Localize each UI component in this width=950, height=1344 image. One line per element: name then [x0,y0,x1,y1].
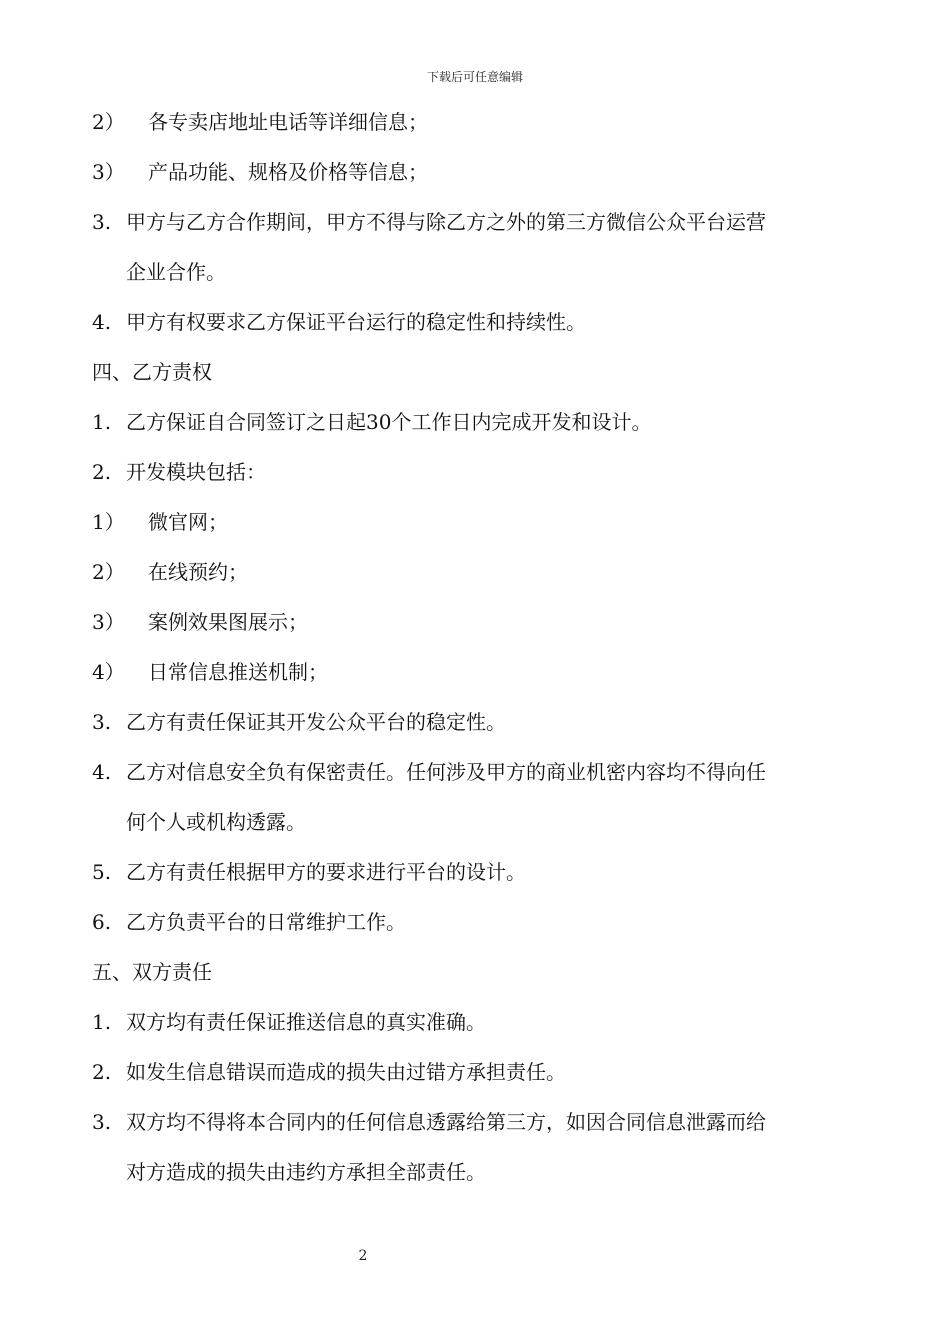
list-item [92,910,406,934]
item-text: 企业合作。 [126,260,226,284]
item-text: 甲方与乙方合作期间，甲方不得与除乙方之外的第三方微信公众平台运营 [126,210,766,234]
item-text: 双方均有责任保证推送信息的真实准确。 [126,1010,486,1034]
item-text: 对方造成的损失由违约方承担全部责任。 [126,1160,486,1184]
item-text: 微官网； [148,510,228,534]
list-item [92,560,248,584]
item-number: 2. [92,1060,112,1084]
list-item [92,110,428,134]
item-text: 各专卖店地址电话等详细信息； [148,110,428,134]
list-item [92,1060,566,1084]
list-item-continuation [126,260,226,284]
page-number: 2 [358,1248,368,1264]
item-text: 乙方有责任根据甲方的要求进行平台的设计。 [126,860,526,884]
list-item-continuation [126,1160,486,1184]
section-heading-text: 五、双方责任 [92,960,212,984]
item-number: 3. [92,1110,112,1134]
item-text: 乙方负责平台的日常维护工作。 [126,910,406,934]
item-number: 3） [92,160,125,184]
item-text: 乙方保证自合同签订之日起30个工作日内完成开发和设计。 [126,410,652,434]
item-text: 乙方对信息安全负有保密责任。任何涉及甲方的商业机密内容均不得向任 [126,760,766,784]
item-number: 3. [92,710,112,734]
item-number: 1. [92,410,112,434]
item-text: 乙方有责任保证其开发公众平台的稳定性。 [126,710,506,734]
item-text: 甲方有权要求乙方保证平台运行的稳定性和持续性。 [126,310,586,334]
item-text: 双方均不得将本合同内的任何信息透露给第三方，如因合同信息泄露而给 [126,1110,766,1134]
item-number: 3. [92,210,112,234]
item-text: 如发生信息错误而造成的损失由过错方承担责任。 [126,1060,566,1084]
list-item [92,1010,486,1034]
section-heading [92,960,212,984]
list-item [92,210,766,234]
list-item [92,410,651,434]
list-item [92,510,228,534]
item-number: 2） [92,560,125,584]
item-number: 3） [92,610,125,634]
item-text: 何个人或机构透露。 [126,810,306,834]
list-item-continuation [126,810,306,834]
item-number: 2） [92,110,125,134]
list-item [92,310,586,334]
page-header: 下载后可任意编辑 [426,70,523,84]
item-number: 4. [92,760,112,784]
list-item [92,710,506,734]
item-number: 4） [92,660,125,684]
item-number: 6. [92,910,112,934]
item-text: 在线预约； [148,560,248,584]
list-item [92,1110,766,1134]
list-item [92,610,308,634]
list-item [92,760,766,784]
item-text: 开发模块包括： [126,460,266,484]
list-item [92,460,266,484]
item-number: 1. [92,1010,112,1034]
list-item [92,660,328,684]
list-item [92,160,428,184]
item-number: 4. [92,310,112,334]
item-text: 案例效果图展示； [148,610,308,634]
item-number: 5. [92,860,112,884]
item-text: 日常信息推送机制； [148,660,328,684]
section-heading-text: 四、乙方责权 [92,360,212,384]
item-text: 产品功能、规格及价格等信息； [148,160,428,184]
list-item [92,860,526,884]
item-number: 2. [92,460,112,484]
section-heading [92,360,212,384]
item-number: 1） [92,510,125,534]
